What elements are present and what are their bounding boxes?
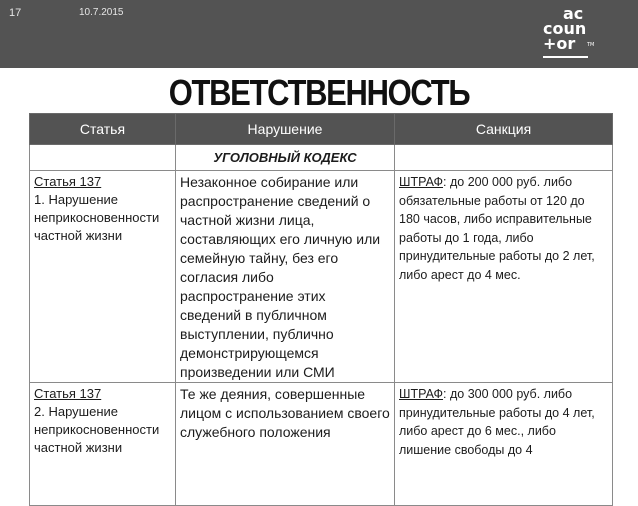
section-label: УГОЛОВНЫЙ КОДЕКС xyxy=(176,145,395,171)
slide-number: 17 xyxy=(9,7,22,19)
sanction-text: : до 200 000 руб. либо обязательные работы от 120 до 180 часов, либо исправительные работы до 1 года, либо принудительные работы до 2 лет, либо арест до 4 мес. xyxy=(399,175,595,282)
page-title: ОТВЕТСТВЕННОСТЬ xyxy=(168,72,470,113)
section-empty-cell xyxy=(30,145,176,171)
logo-line-3: +or xyxy=(543,34,576,53)
article-title: Статья 137 xyxy=(34,386,102,401)
sanction-keyword: ШТРАФ xyxy=(399,175,444,189)
table-header-row xyxy=(30,114,613,145)
article-cell xyxy=(30,171,176,383)
violation-cell: Незаконное собирание или распространение сведений о частной жизни лица, составляющих его личную или семейную тайну, без его согласия либо распространение этих сведений в публичном выступлении, публично демонстрирующемся произведении или СМИ xyxy=(176,171,395,383)
sanction-keyword: ШТРАФ xyxy=(399,387,444,401)
sanction-cell xyxy=(395,383,613,506)
table-row xyxy=(30,171,613,383)
logo-line-2: coun xyxy=(543,19,587,38)
article-title: Статья 137 xyxy=(34,174,102,189)
column-header-article: Статья xyxy=(30,114,176,145)
column-header-violation: Нарушение xyxy=(176,114,395,145)
table-row xyxy=(30,383,613,506)
sanction-text: : до 300 000 руб. либо принудительные работы до 4 лет, либо арест до 6 мес., либо лишение свободы до 4 xyxy=(399,387,595,457)
sanction-cell xyxy=(395,171,613,383)
article-cell xyxy=(30,383,176,506)
section-empty-cell xyxy=(395,145,613,171)
slide-date: 10.7.2015 xyxy=(79,7,124,18)
liability-table xyxy=(29,113,613,506)
article-text: 2. Нарушение неприкосновенности частной жизни xyxy=(34,404,160,455)
section-row xyxy=(30,145,613,171)
logo-trademark: TM xyxy=(587,42,595,48)
logo-line-1: ac xyxy=(563,4,584,23)
column-header-sanction: Санкция xyxy=(395,114,613,145)
article-text: 1. Нарушение неприкосновенности частной жизни xyxy=(34,192,160,243)
violation-cell: Те же деяния, совершенные лицом с использованием своего служебного положения xyxy=(176,383,395,506)
accountor-logo xyxy=(541,6,601,62)
logo-underline xyxy=(543,56,588,58)
top-bar xyxy=(0,0,638,68)
